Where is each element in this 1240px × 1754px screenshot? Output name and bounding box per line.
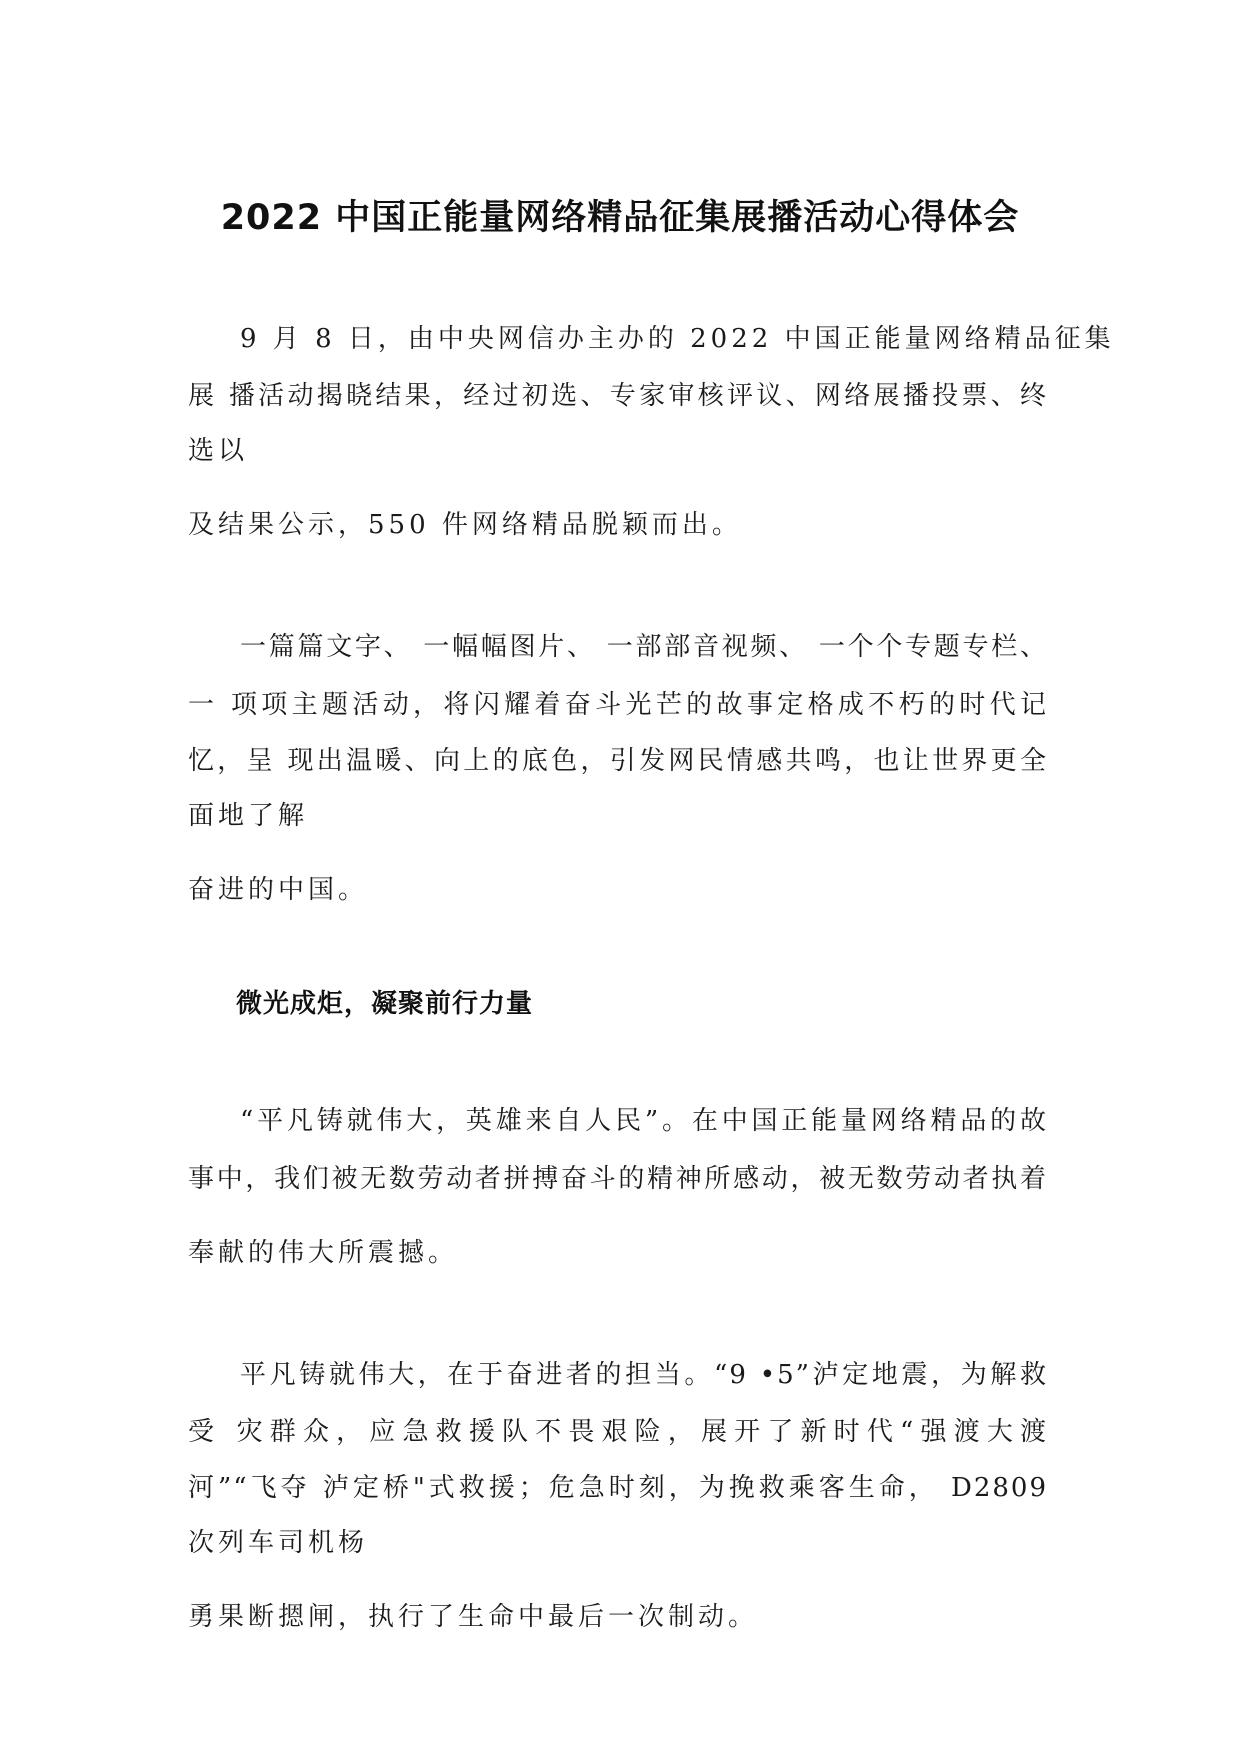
paragraph-line: 及结果公示，550 件网络精品脱颖而出。 xyxy=(188,510,742,540)
paragraph-line: 奉献的伟大所震撼。 xyxy=(188,1238,459,1268)
paragraph-line: “平凡铸就伟大，英雄来自人民”。在中国正能量网络精品的故 xyxy=(240,1106,1048,1136)
paragraph-line: 选以 xyxy=(188,436,249,466)
document-title: 2022 中国正能量网络精品征集展播活动心得体会 xyxy=(220,198,1020,238)
paragraph-line: 一篇篇文字、 一幅幅图片、 一部部音视频、 一个个专题专栏、 xyxy=(240,632,1048,662)
paragraph-line: 一 项项主题活动，将闪耀着奋斗光芒的故事定格成不朽的时代记 xyxy=(188,690,1048,720)
paragraph-line: 9 月 8 日，由中央网信办主办的 2022 中国正能量网络精品征集 xyxy=(240,324,1115,354)
paragraph-line: 展 播活动揭晓结果，经过初选、专家审核评议、网络展播投票、终 xyxy=(188,381,1048,411)
paragraph-line: 次列车司机杨 xyxy=(188,1528,369,1558)
paragraph-line: 勇果断摁闸，执行了生命中最后一次制动。 xyxy=(188,1602,759,1632)
paragraph-line: 奋进的中国。 xyxy=(188,875,369,905)
paragraph-line: 河”“飞夺 泸定桥"式救援；危急时刻，为挽救乘客生命， D2809 xyxy=(188,1473,1048,1503)
paragraph-line: 事中，我们被无数劳动者拼搏奋斗的精神所感动，被无数劳动者执着 xyxy=(188,1164,1048,1194)
paragraph-line: 平凡铸就伟大，在于奋进者的担当。“9 •5”泸定地震，为解救 xyxy=(240,1360,1048,1390)
paragraph-line: 忆，呈 现出温暖、向上的底色，引发网民情感共鸣，也让世界更全 xyxy=(188,746,1048,776)
paragraph-line: 受 灾群众，应急救援队不畏艰险，展开了新时代“强渡大渡 xyxy=(188,1417,1048,1447)
section-heading: 微光成炬，凝聚前行力量 xyxy=(236,989,534,1019)
paragraph-line: 面地了解 xyxy=(188,801,309,831)
